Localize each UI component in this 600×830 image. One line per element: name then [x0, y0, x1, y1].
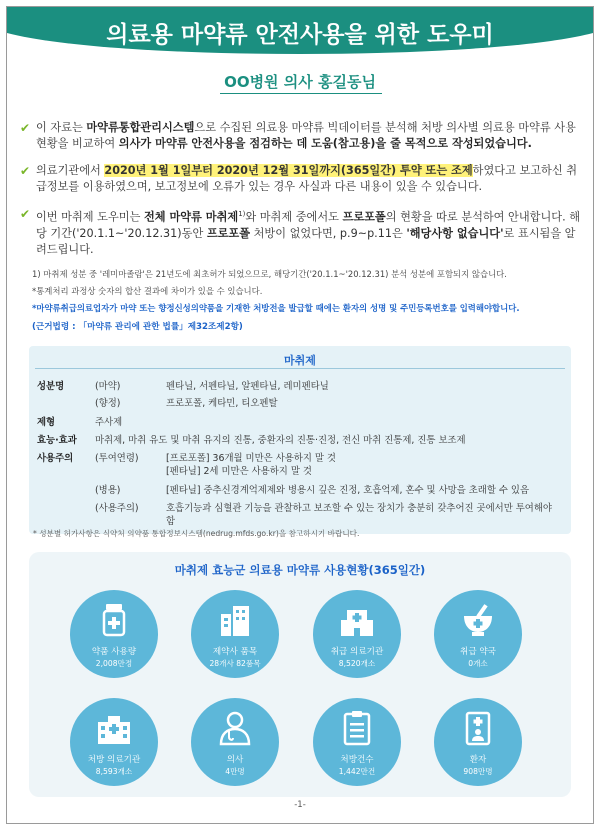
- source-note: * 성분별 허가사항은 식약처 의약품 통합정보시스템(nedrug.mfds.go.kr)을 참고하시기 바랍니다.: [33, 529, 360, 538]
- factory-icon: [215, 600, 255, 640]
- stat-pharma-products: 제약사 품목 28개사 82품목: [191, 590, 279, 678]
- drug-info-box: [29, 346, 571, 534]
- psycho-value: 프로포폴, 케타민, 티오펜탈: [166, 398, 278, 409]
- stat-handling-pharmacies: 취급 약국 0개소: [434, 590, 522, 678]
- stat-handling-institutions: 취급 의료기관 8,520개소: [313, 590, 401, 678]
- use-caution-label: (사용주의): [95, 503, 139, 514]
- efficacy-value: 마취제, 마취 유도 및 마취 유지의 진통, 중환자의 진통·진정, 전신 마취 진통제, 진통 보조제: [95, 435, 466, 446]
- footnotes: [32, 268, 580, 334]
- admin-age-value-fentanyl: [펜타닐] 2세 미만은 사용하지 말 것: [166, 466, 312, 477]
- clinic-building-icon: [94, 708, 134, 748]
- stat-patients: 환자 908만명: [434, 698, 522, 786]
- efficacy-label: 효능·효과: [37, 435, 77, 446]
- use-caution-value-cont: 함: [166, 516, 176, 527]
- stat-prescription-count: 처방건수 1,442만건: [313, 698, 401, 786]
- form-label: 제형: [37, 417, 56, 428]
- narcotic-label: (마약): [95, 381, 121, 392]
- page-title: 의료용 마약류 안전사용을 위한 도우미: [106, 22, 494, 48]
- footnote-remimazolam: 1) 마취제 성분 중 '레미마졸람'은 21년도에 최초허가 되었으므로, 해당기간('20.1.1~'20.12.31) 분석 성분에 포함되지 않습니다.: [32, 269, 507, 279]
- admin-age-label: (투여연령): [95, 453, 139, 464]
- bullet-scope: ✔ 이번 마취제 도우미는 전체 마약류 마취제$^{1)}$와 마취제 중에서도 프로포폴의 현황을 따로 분석하여 안내합니다. 해당 기간('20.1.1~'20.12.31)동안 프로포폴 처방이 없었다면, p.9~p.11은 '해당사항 없습니다'로 표시됨을 알려드립니다.: [20, 207, 581, 256]
- patient-card-icon: [458, 708, 498, 748]
- drug-info-title: 마취제: [284, 354, 316, 367]
- narcotic-value: 펜타닐, 서펜타닐, 알펜타닐, 레미펜타닐: [166, 381, 329, 392]
- bullet-purpose: ✔ 이 자료는 마약류통합관리시스템으로 수집된 의료용 마약류 빅데이터를 분석해 처방 의사별 의료용 마약류 사용현황을 비교하여 의사가 마약류 안전사용을 점검하는 데 도움(참고용)을 줄 목적으로 작성되었습니다.: [20, 121, 576, 150]
- stat-prescribing-institutions: 처방 의료기관 8,593개소: [70, 698, 158, 786]
- legal-basis: (근거법령 : 「마약류 관리에 관한 법률」제32조제2항): [32, 322, 243, 332]
- combo-value: [펜타닐] 중추신경계억제제와 병용시 깊은 진정, 호흡억제, 혼수 및 사망을 초래할 수 있음: [166, 485, 530, 496]
- check-icon: ✔: [20, 207, 31, 221]
- doctor-name: OO병원 의사 홍길동님: [224, 73, 376, 91]
- bullet-period: ✔ 의료기관에서 2020년 1월 1일부터 2020년 12월 31일까지(365일간) 투약 또는 조제하였다고 보고하신 취급정보를 이용하였으며, 보고정보에 오류가 있는 경우 사실과 다른 내용이 있을 수 있습니다.: [20, 164, 578, 193]
- form-value: 주사제: [95, 417, 123, 428]
- medicine-bottle-icon: [94, 600, 134, 640]
- title-banner: [7, 7, 593, 59]
- mortar-pestle-icon: [458, 600, 498, 640]
- combo-label: (병용): [95, 485, 121, 496]
- usage-stats-panel: [29, 552, 571, 797]
- hospital-icon: [337, 600, 377, 640]
- page-number: -1-: [294, 800, 306, 810]
- use-caution-value: 호흡기능과 심혈관 기능을 관찰하고 보조할 수 있는 장치가 충분히 갖추어진 곳에서만 투여해야: [166, 503, 552, 514]
- usage-title: 마취제 효능군 의료용 마약류 사용현황(365일간): [174, 563, 426, 577]
- footnote-prescription-rule: *마약류취급의료업자가 마약 또는 향정신성의약품을 기재한 처방전을 발급할 때에는 환자의 성명 및 주민등록번호를 입력해야합니다.: [32, 303, 520, 313]
- subtitle-underline: [220, 93, 382, 94]
- check-icon: ✔: [20, 121, 31, 135]
- prescription-clipboard-icon: [337, 708, 377, 748]
- header: [7, 7, 593, 103]
- stat-doctors: 의사 4만명: [191, 698, 279, 786]
- divider: [35, 368, 565, 369]
- admin-age-value-propofol: [프로포폴] 36개월 미만은 사용하지 말 것: [166, 453, 336, 464]
- check-icon: ✔: [20, 164, 31, 178]
- period-highlight: 2020년 1월 1일부터 2020년 12월 31일까지(365일간) 투약 또는 조제: [104, 164, 473, 177]
- stat-drug-usage: 약품 사용량 2,008만정: [70, 590, 158, 678]
- caution-label: 사용주의: [37, 453, 74, 464]
- doctor-icon: [215, 708, 255, 748]
- psycho-label: (향정): [95, 398, 121, 409]
- ingredient-label: 성분명: [37, 381, 65, 392]
- intro-bullets: [20, 120, 580, 269]
- footnote-statistics: *통계처리 과정상 숫자의 합산 결과에 차이가 있을 수 있습니다.: [32, 286, 263, 296]
